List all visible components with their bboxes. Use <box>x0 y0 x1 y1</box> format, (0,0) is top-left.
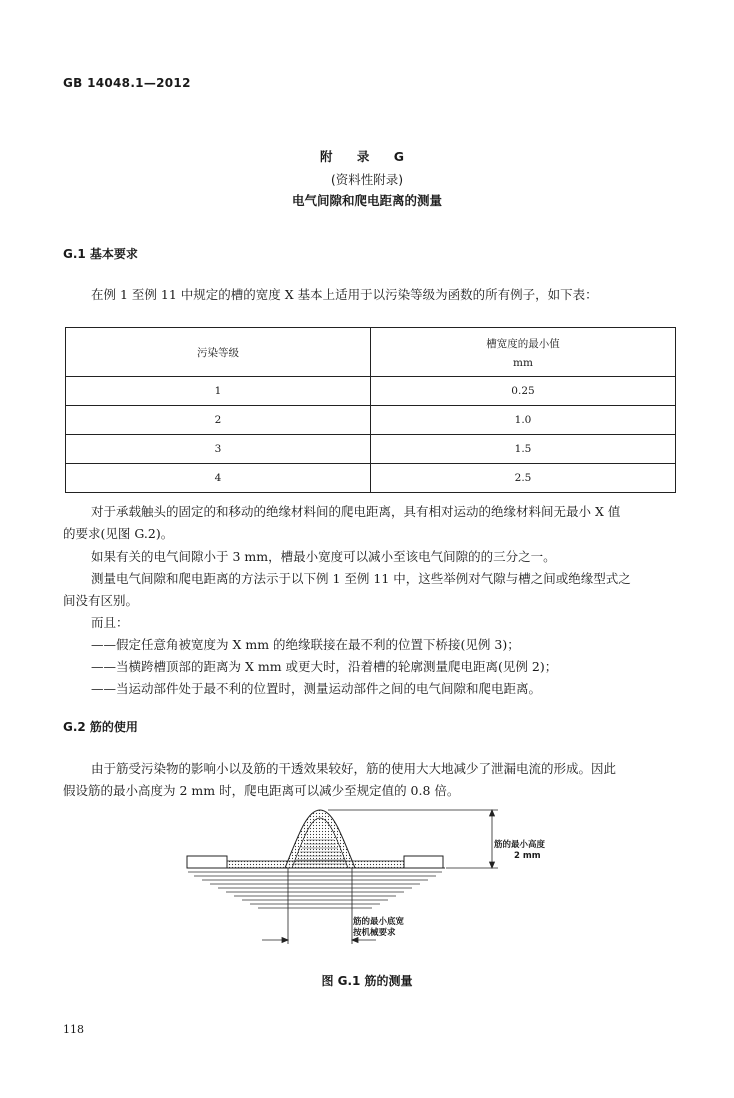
bullet-item: ——假定任意角被宽度为 X mm 的绝缘联接在最不利的位置下桥接(见例 3)； <box>91 637 520 652</box>
pollution-table <box>65 327 676 493</box>
bullet-item: ——当横跨槽顶部的距离为 X mm 或更大时，沿着槽的轮廓测量爬电距离(见例 2)； <box>91 659 558 674</box>
annex-label: 附 录 G <box>320 149 414 164</box>
standard-number: GB 14048.1—2012 <box>63 76 191 90</box>
col-width-header <box>371 328 676 377</box>
para-clearance: 如果有关的电气间隙小于 3 mm，槽最小宽度可以减小至该电气间隙的的三分之一。 <box>91 549 556 564</box>
annex-title: 电气间隙和爬电距离的测量 <box>291 193 442 208</box>
cell-level: 1 <box>66 377 371 406</box>
page-number: 118 <box>63 1023 84 1036</box>
section-g2-heading: G.2 筋的使用 <box>63 720 138 734</box>
table-row <box>66 464 676 493</box>
bullet-item: ——当运动部件处于最不利的位置时，测量运动部件之间的电气间隙和爬电距离。 <box>91 681 542 696</box>
cell-width: 0.25 <box>371 377 676 406</box>
col-width-title: 槽宽度的最小值 <box>486 337 560 350</box>
col-pollution-header: 污染等级 <box>66 328 371 377</box>
annex-type: (资料性附录) <box>330 172 404 187</box>
section-g1-heading: G.1 基本要求 <box>63 247 138 261</box>
cell-level: 4 <box>66 464 371 493</box>
section-g2-line2: 假设筋的最小高度为 2 mm 时，爬电距离可以减少至规定值的 0.8 倍。 <box>63 783 460 798</box>
cell-width: 1.5 <box>371 435 676 464</box>
rib-height-label-line1: 筋的最小高度 <box>494 840 546 850</box>
table-row <box>66 377 676 406</box>
para-creepage-line1: 对于承载触头的固定的和移动的绝缘材料间的爬电距离，具有相对运动的绝缘材料间无最小 X 值 <box>91 504 621 519</box>
rib-width-label-line1: 筋的最小底宽 <box>353 917 405 927</box>
hatch-lines <box>188 872 442 908</box>
table-header-row <box>66 328 676 377</box>
section-g2-line1: 由于筋受污染物的影响小以及筋的干透效果较好，筋的使用大大地减少了泄漏电流的形成。因此 <box>91 761 617 776</box>
right-conductor <box>404 856 443 868</box>
rib-width-label-line2: 按机械要求 <box>353 928 396 938</box>
para-method-line2: 间没有区别。 <box>63 593 139 608</box>
table-row <box>66 435 676 464</box>
cell-level: 2 <box>66 406 371 435</box>
cell-width: 2.5 <box>371 464 676 493</box>
left-conductor <box>187 856 227 868</box>
col-width-unit: mm <box>513 356 533 369</box>
figure-caption: 图 G.1 筋的测量 <box>321 974 413 988</box>
para-method-line1: 测量电气间隙和爬电距离的方法示于以下例 1 至例 11 中，这些举例对气隙与槽之间或绝缘型式之 <box>91 571 631 586</box>
para-creepage-line2: 的要求(见图 G.2)。 <box>63 526 174 541</box>
cell-width: 1.0 <box>371 406 676 435</box>
cell-level: 3 <box>66 435 371 464</box>
para-moreover: 而且： <box>91 615 129 630</box>
section-g1-intro: 在例 1 至例 11 中规定的槽的宽度 X 基本上适用于以污染等级为函数的所有例子，如下表： <box>91 287 598 302</box>
rib-height-label-line2: 2 mm <box>514 851 541 861</box>
table-row <box>66 406 676 435</box>
